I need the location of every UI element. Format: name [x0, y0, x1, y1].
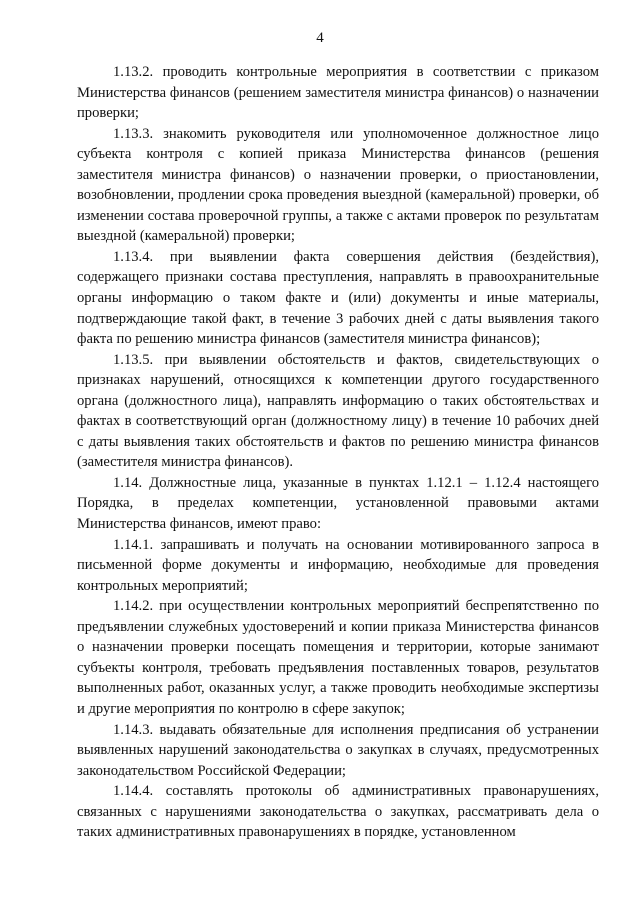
- paragraph-1-14-1: 1.14.1. запрашивать и получать на основании мотивированного запроса в письменной форме документы и информацию, необходимые для проведения контрольных мероприятий;: [77, 536, 599, 594]
- paragraph-1-13-3: 1.13.3. знакомить руководителя или уполномоченное должностное лицо субъекта контроля с копией приказа Министерства финансов (решения заместителя министра финансов) о назначении проверки, о приостановлении, возобновлении, продлении срока проведения выездной (камеральной) проверки, об изменении состава проверочной группы, а также с актами проверок по результатам выездной (камеральной) проверки;: [77, 125, 599, 245]
- document-body: [77, 62, 599, 843]
- paragraph-1-14: 1.14. Должностные лица, указанные в пунктах 1.12.1 – 1.12.4 настоящего Порядка, в пределах компетенции, установленной правовыми актами Министерства финансов, имеют право:: [77, 474, 599, 533]
- paragraph-1-14-3: 1.14.3. выдавать обязательные для исполнения предписания об устранении выявленных нарушений законодательства о закупках в случаях, предусмотренных законодательством Российской Федерации;: [77, 721, 599, 779]
- paragraph-1-14-2: 1.14.2. при осуществлении контрольных мероприятий беспрепятственно по предъявлении служебных удостоверений и копии приказа Министерства финансов о назначении проверки посещать помещения и территории, которые занимают субъекты контроля, требовать предъявления поставленных товаров, результатов выполненных работ, оказанных услуг, а также проводить необходимые экспертизы и другие мероприятия по контролю в сфере закупок;: [77, 598, 599, 717]
- paragraph-1-13-2: 1.13.2. проводить контрольные мероприятия в соответствии с приказом Министерства финансов (решением заместителя министра финансов) о назначении проверки;: [77, 64, 599, 122]
- paragraph-1-13-5: 1.13.5. при выявлении обстоятельств и фактов, свидетельствующих о признаках нарушений, относящихся к компетенции другого государственного органа (должностного лица), направлять информацию о таких обстоятельствах и фактах в соответствующий орган (должностному лицу) в течение 10 рабочих дней с даты выявления таких обстоятельств и фактов по решению министра финансов (заместителя министра финансов).: [77, 351, 599, 471]
- paragraph-1-13-4: 1.13.4. при выявлении факта совершения действия (бездействия), содержащего признаки состава преступления, направлять в правоохранительные органы информацию о таком факте и (или) документы и иные материалы, подтверждающие такой факт, в течение 3 рабочих дней с даты выявления такого факта по решению министра финансов (заместителя министра финансов);: [77, 248, 599, 348]
- page-number: 4: [316, 30, 324, 46]
- paragraph-1-14-4: 1.14.4. составлять протоколы об административных правонарушениях, связанных с нарушениями законодательства о закупках, рассматривать дела о таких административных правонарушениях в порядке, установленном: [77, 783, 599, 841]
